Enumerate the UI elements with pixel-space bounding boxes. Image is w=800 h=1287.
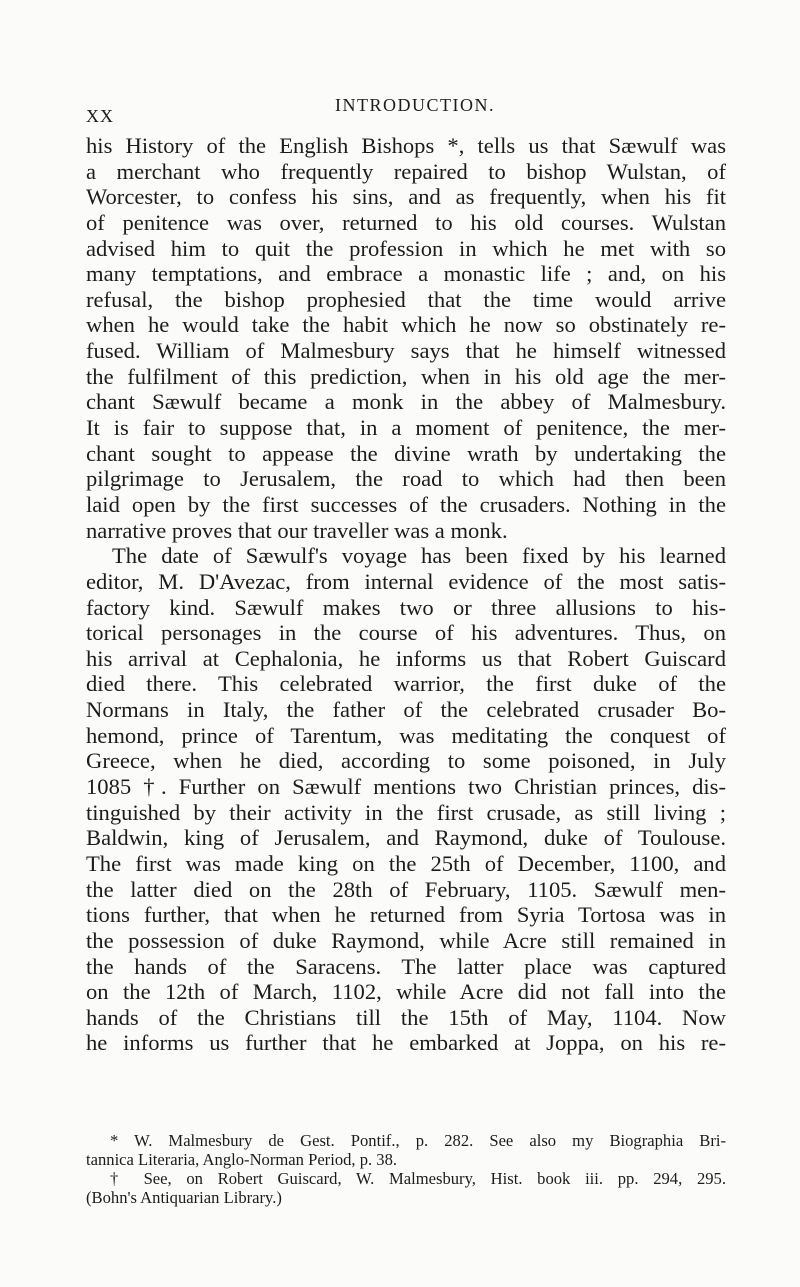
footnotes: [86, 1131, 726, 1207]
text-line: of penitence was over, returned to his old courses. Wulstan: [86, 209, 726, 235]
text-line: a merchant who frequently repaired to bishop Wulstan, of: [86, 158, 726, 184]
footnote-line: tannica Literaria, Anglo-Norman Period, p. 38.: [86, 1150, 398, 1169]
text-line: many temptations, and embrace a monastic life ; and, on his: [86, 261, 726, 287]
text-line: fused. William of Malmesbury says that he himself witnessed: [86, 338, 726, 364]
text-line: Greece, when he died, according to some poisoned, in July: [86, 748, 726, 774]
text-line: hemond, prince of Tarentum, was meditating the conquest of: [86, 722, 726, 748]
text-line: factory kind. Sæwulf makes two or three allusions to his-: [86, 594, 726, 620]
running-title: INTRODUCTION.: [335, 95, 495, 115]
text-line: the fulfilment of this prediction, when in his old age the mer-: [86, 363, 726, 389]
text-line: the hands of the Saracens. The latter place was captured: [86, 953, 726, 979]
text-line: tinguished by their activity in the first crusade, as still living ;: [86, 799, 726, 825]
footnote-line: * W. Malmesbury de Gest. Pontif., p. 282. See also my Biographia Bri-: [110, 1131, 726, 1150]
text-line: chant Sæwulf became a monk in the abbey of Malmesbury.: [86, 389, 726, 415]
footnote-line: (Bohn's Antiquarian Library.): [86, 1188, 282, 1207]
text-line: on the 12th of March, 1102, while Acre did not fall into the: [86, 979, 726, 1005]
text-line: advised him to quit the profession in which he met with so: [86, 235, 726, 261]
text-line: The first was made king on the 25th of December, 1100, and: [86, 850, 726, 876]
text-line: when he would take the habit which he now so obstinately re-: [86, 312, 726, 338]
body-text: [86, 133, 726, 1056]
text-line: died there. This celebrated warrior, the first duke of the: [86, 671, 726, 697]
page-number: XX: [86, 106, 114, 126]
text-line: The date of Sæwulf's voyage has been fixed by his learned: [112, 543, 726, 569]
text-line: chant sought to appease the divine wrath by undertaking the: [86, 440, 726, 466]
text-line: hands of the Christians till the 15th of May, 1104. Now: [86, 1004, 726, 1030]
text-line: pilgrimage to Jerusalem, the road to which had then been: [86, 466, 726, 492]
text-line: Baldwin, king of Jerusalem, and Raymond, duke of Toulouse.: [86, 825, 726, 851]
text-line: 1085 †. Further on Sæwulf mentions two Christian princes, dis-: [86, 774, 726, 800]
text-line: editor, M. D'Avezac, from internal evidence of the most satis-: [86, 568, 726, 594]
text-line: refusal, the bishop prophesied that the time would arrive: [86, 286, 726, 312]
text-line: he informs us further that he embarked at Joppa, on his re-: [86, 1030, 726, 1056]
text-line: laid open by the first successes of the crusaders. Nothing in the: [86, 491, 726, 517]
text-line: the latter died on the 28th of February, 1105. Sæwulf men-: [86, 876, 726, 902]
text-line: torical personages in the course of his adventures. Thus, on: [86, 620, 726, 646]
text-line: narrative proves that our traveller was a monk.: [86, 517, 508, 543]
text-line: Worcester, to confess his sins, and as frequently, when his fit: [86, 184, 726, 210]
text-line: the possession of duke Raymond, while Acre still remained in: [86, 927, 726, 953]
text-line: It is fair to suppose that, in a moment of penitence, the mer-: [86, 415, 726, 441]
text-line: tions further, that when he returned from Syria Tortosa was in: [86, 902, 726, 928]
text-line: Normans in Italy, the father of the celebrated crusader Bo-: [86, 697, 726, 723]
footnote-line: † See, on Robert Guiscard, W. Malmesbury, Hist. book iii. pp. 294, 295.: [110, 1169, 726, 1188]
text-line: his History of the English Bishops *, tells us that Sæwulf was: [86, 133, 726, 158]
text-line: his arrival at Cephalonia, he informs us that Robert Guiscard: [86, 645, 726, 671]
